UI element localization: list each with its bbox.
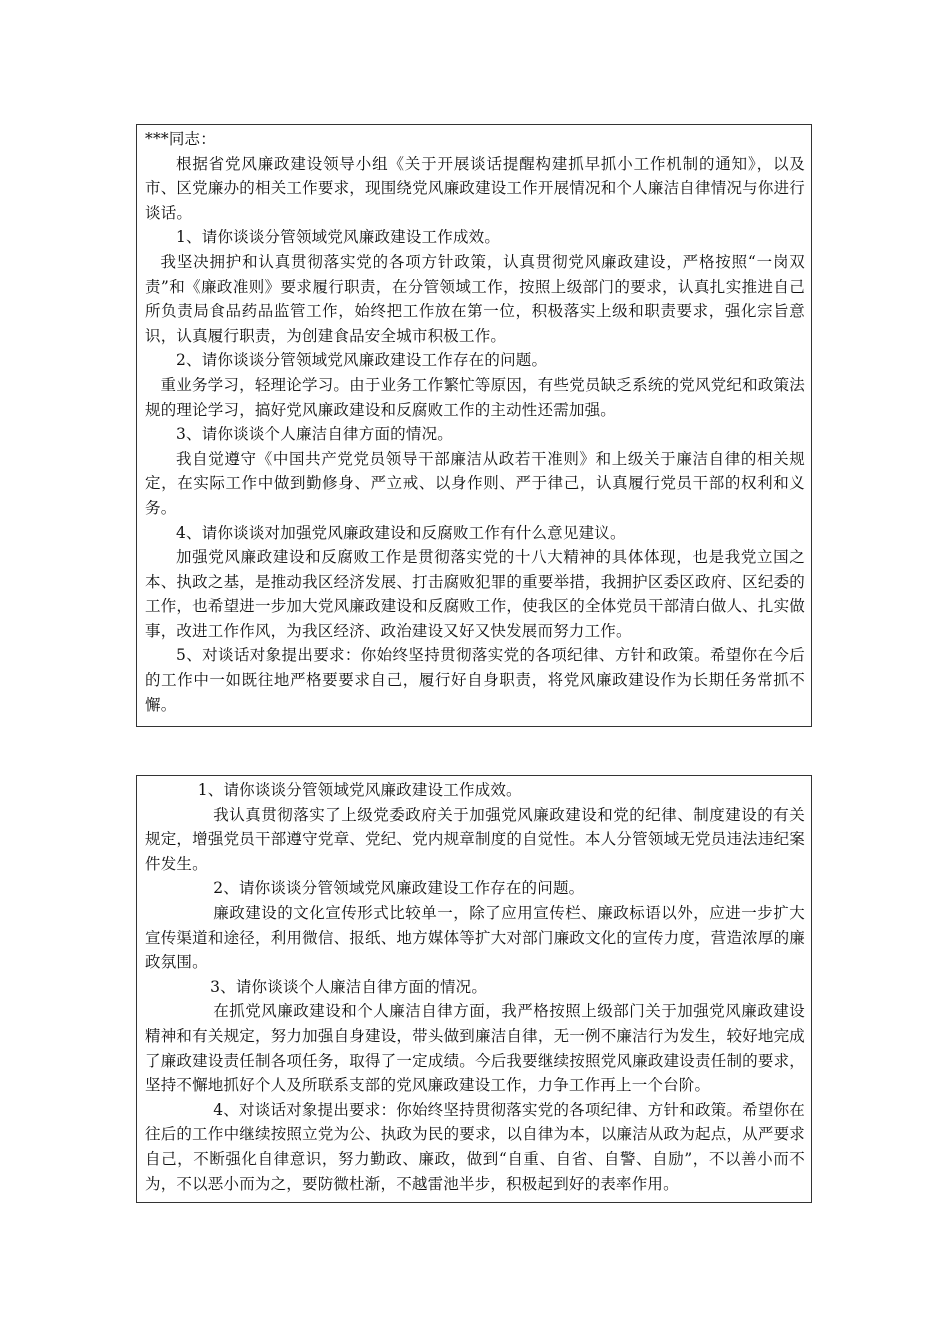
question-3: 3、请你谈谈个人廉洁自律方面的情况。 <box>210 977 488 996</box>
answer-2: 重业务学习，轻理论学习。由于业务工作繁忙等原因，有些党员缺乏系统的党风党纪和政策法规的理论学习，搞好党风廉政建设和反腐败工作的主动性还需加强。 <box>145 375 805 419</box>
intro-paragraph: 根据省党风廉政建设领导小组《关于开展谈话提醒构建抓早抓小工作机制的通知》，以及市、区党廉办的相关工作要求，现围绕党风廉政建设工作开展情况和个人廉洁自律情况与你进行谈话。 <box>145 154 805 222</box>
question-4: 4、请你谈谈对加强党风廉政建设和反腐败工作有什么意见建议。 <box>176 523 626 542</box>
answer-3: 在抓党风廉政建设和个人廉洁自律方面，我严格按照上级部门关于加强党风廉政建设精神和有关规定，努力加强自身建设，带头做到廉洁自律，无一例不廉洁行为发生，较好地完成了廉政建设责任制各项任务，取得了一定成绩。今后我要继续按照党风廉政建设责任制的要求，坚持不懈地抓好个人及所联系支部的党风廉政建设工作，力争工作再上一个台阶。 <box>145 1002 805 1095</box>
answer-1: 我认真贯彻落实了上级党委政府关于加强党风廉政建设和党的纪律、制度建设的有关规定，增强党员干部遵守党章、党纪、党内规章制度的自觉性。本人分管领域无党员违法违纪案件发生。 <box>145 805 805 873</box>
question-2: 2、请你谈谈分管领域党风廉政建设工作存在的问题。 <box>213 879 585 898</box>
salutation: ***同志： <box>145 130 216 148</box>
answer-1: 我坚决拥护和认真贯彻落实党的各项方针政策，认真贯彻党风廉政建设，严格按照“一岗双责”和《廉政准则》要求履行职责，在分管领域工作，按照上级部门的要求，认真扎实推进自己所负责局食品药品监管工作，始终把工作放在第一位，积极落实上级和职责要求，强化宗旨意识，认真履行职责，为创建食品安全城市积极工作。 <box>145 252 805 345</box>
question-4-requirement: 4、对谈话对象提出要求：你始终坚持贯彻落实党的各项纪律、方针和政策。希望你在往后的工作中继续按照立党为公、执政为民的要求，以自律为本，以廉洁从政为起点，从严要求自己，不断强化自律意识，努力勤政、廉政，做到“自重、自省、自警、自励”，不以善小而不为，不以恶小而为之，要防微杜渐，不越雷池半步，积极起到好的表率作用。 <box>145 1100 805 1193</box>
question-1: 1、请你谈谈分管领域党风廉政建设工作成效。 <box>176 228 501 247</box>
question-1: 1、请你谈谈分管领域党风廉政建设工作成效。 <box>197 781 522 799</box>
conversation-box-2 <box>136 775 812 1203</box>
answer-4: 加强党风廉政建设和反腐败工作是贯彻落实党的十八大精神的具体体现，也是我党立国之本、执政之基，是推动我区经济发展、打击腐败犯罪的重要举措，我拥护区委区政府、区纪委的工作，也希望进一步加大党风廉政建设和反腐败工作，使我区的全体党员干部清白做人、扎实做事，改进工作作风，为我区经济、政治建设又好又快发展而努力工作。 <box>145 548 805 640</box>
answer-3: 我自觉遵守《中国共产党党员领导干部廉洁从政若干准则》和上级关于廉洁自律的相关规定，在实际工作中做到勤修身、严立戒、以身作则、严于律己，认真履行党员干部的权利和义务。 <box>145 449 805 517</box>
answer-2: 廉政建设的文化宣传形式比较单一，除了应用宣传栏、廉政标语以外，应进一步扩大宣传渠道和途径，利用微信、报纸、地方媒体等扩大对部门廉政文化的宣传力度，营造浓厚的廉政氛围。 <box>145 903 805 972</box>
question-5-requirement: 5、对谈话对象提出要求：你始终坚持贯彻落实党的各项纪律、方针和政策。希望你在今后的工作中一如既往地严格要要求自己，履行好自身职责，将党风廉政建设作为长期任务常抓不懈。 <box>145 646 805 714</box>
question-2: 2、请你谈谈分管领域党风廉政建设工作存在的问题。 <box>176 351 548 370</box>
question-3: 3、请你谈谈个人廉洁自律方面的情况。 <box>176 425 453 444</box>
conversation-box-1 <box>136 124 812 727</box>
